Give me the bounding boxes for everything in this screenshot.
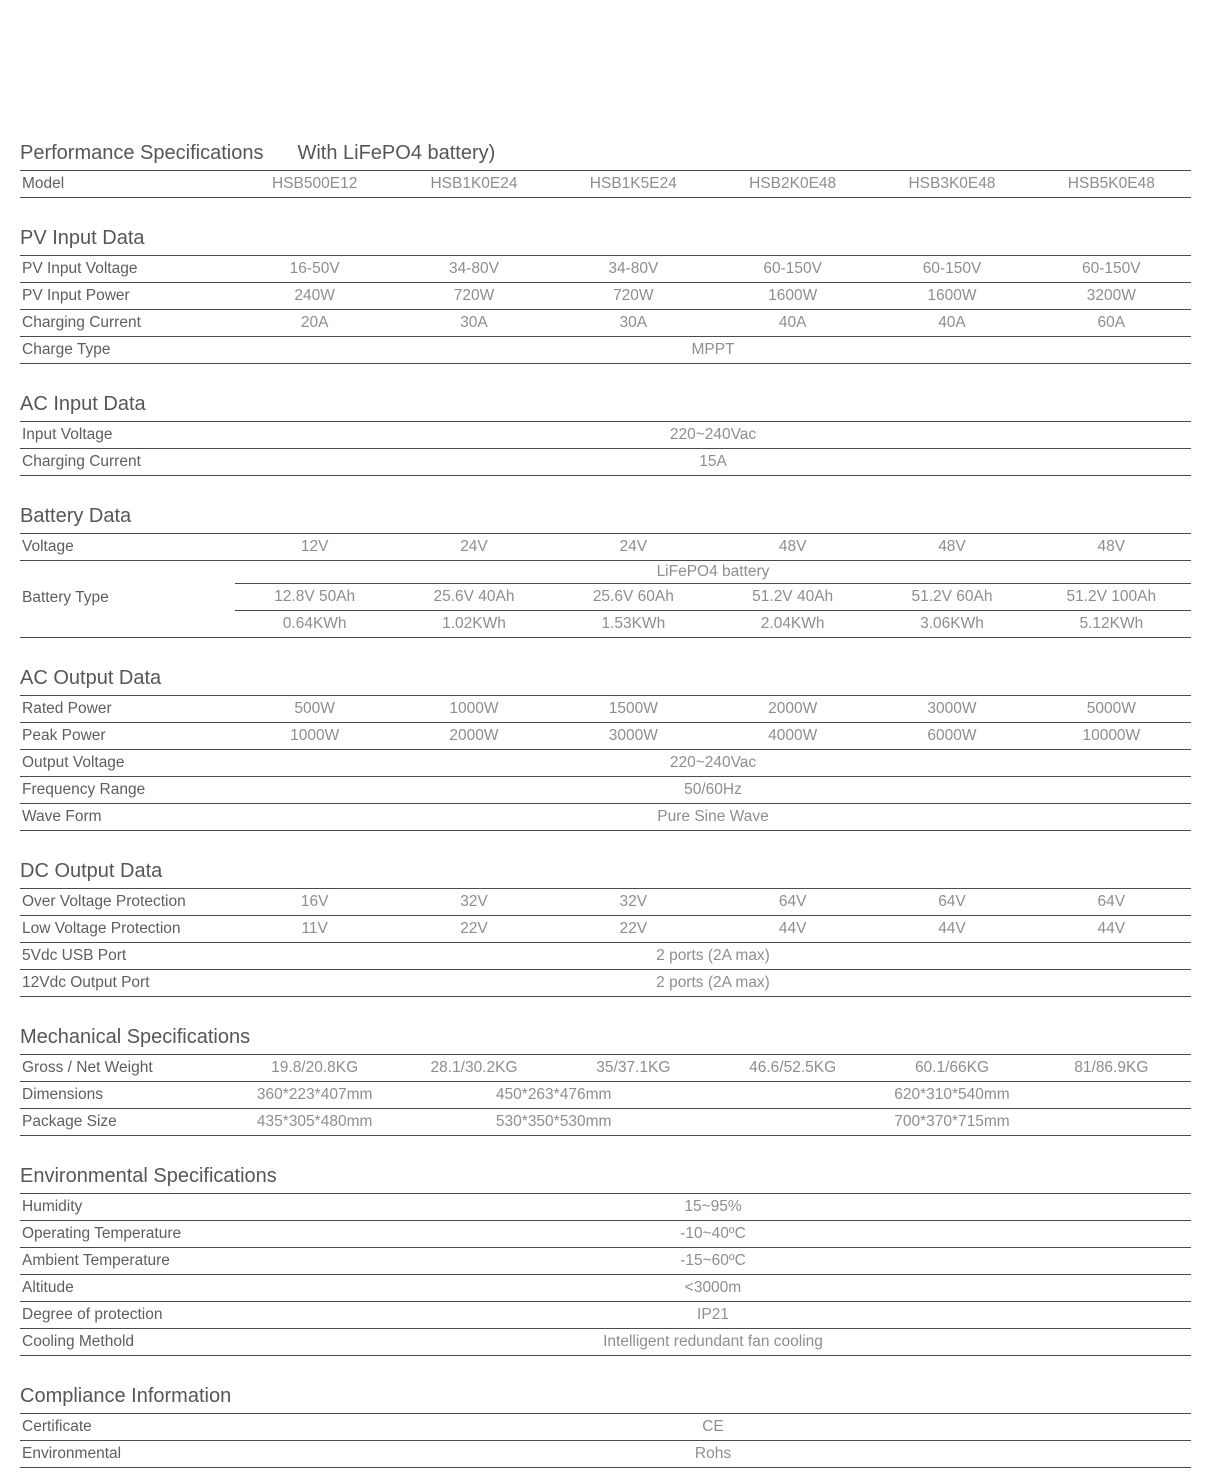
spec-row-degree-of-protection — [20, 1302, 1191, 1329]
row-label: Gross / Net Weight — [22, 1059, 153, 1076]
row-value: 700*370*715mm — [894, 1113, 1010, 1130]
row-label: Output Voltage — [22, 754, 125, 771]
model-name: HSB3K0E48 — [908, 175, 996, 192]
row-value: 2 ports (2A max) — [656, 974, 770, 991]
row-label: Cooling Methold — [22, 1333, 135, 1350]
row-value: 530*350*530mm — [495, 1113, 612, 1130]
row-label: Frequency Range — [22, 781, 146, 798]
model-name: HSB1K0E24 — [430, 175, 518, 192]
row-value: 22V — [460, 920, 488, 937]
battery-chemistry-values — [235, 561, 1191, 584]
row-value: 46.6/52.5KG — [749, 1059, 837, 1076]
row-value: 240W — [294, 287, 335, 304]
row-label: Ambient Temperature — [22, 1252, 170, 1269]
row-value: 16V — [300, 893, 329, 910]
row-value: 34-80V — [449, 260, 499, 277]
row-value: 12.8V 50Ah — [274, 588, 356, 605]
row-label: Rated Power — [22, 700, 112, 717]
row-value: 50/60Hz — [684, 781, 742, 798]
page-title-main: Performance Specifications — [20, 142, 264, 164]
row-value: 1000W — [290, 727, 340, 744]
row-value: 16-50V — [289, 260, 340, 277]
row-value: Pure Sine Wave — [657, 808, 769, 825]
row-label: PV Input Voltage — [22, 260, 138, 277]
spec-row-gross-net-weight — [20, 1055, 1191, 1082]
spec-row-12vdc-port — [20, 970, 1191, 997]
battery-capacity-row — [20, 584, 1191, 611]
row-value: Rohs — [694, 1445, 732, 1462]
row-value: 60.1/66KG — [914, 1059, 990, 1076]
spec-row-rated-power — [20, 696, 1191, 723]
row-value: 35/37.1KG — [596, 1059, 671, 1076]
row-label: Charging Current — [22, 314, 141, 331]
row-value: IP21 — [697, 1306, 729, 1323]
row-value: 12V — [300, 538, 329, 555]
model-name: HSB1K5E24 — [589, 175, 677, 192]
row-value: 44V — [778, 920, 807, 937]
row-label: Humidity — [22, 1198, 83, 1215]
section-heading-dc-output-data: DC Output Data — [20, 860, 1191, 889]
row-value: 220~240Vac — [669, 426, 757, 443]
row-label: 12Vdc Output Port — [22, 974, 150, 991]
section-heading-ac-output-data: AC Output Data — [20, 667, 1191, 696]
row-value: MPPT — [691, 341, 735, 358]
row-value: 1.02KWh — [442, 615, 506, 632]
row-value: -10~40ºC — [680, 1225, 746, 1242]
row-value: 2.04KWh — [760, 615, 825, 632]
row-value: 32V — [460, 893, 488, 910]
spec-table — [20, 142, 1191, 1474]
spec-row-usb-port — [20, 943, 1191, 970]
row-value: 64V — [938, 893, 966, 910]
row-label: Over Voltage Protection — [22, 893, 186, 910]
row-label: 5Vdc USB Port — [22, 947, 127, 964]
row-value: 5000W — [1086, 700, 1136, 717]
row-value: 2000W — [449, 727, 499, 744]
row-value: 360*223*407mm — [256, 1086, 373, 1103]
row-value: 22V — [619, 920, 648, 937]
row-value: 1600W — [768, 287, 818, 304]
spec-row-ac-charging-current — [20, 449, 1191, 476]
row-value: 40A — [938, 314, 966, 331]
row-value: <3000m — [684, 1279, 742, 1296]
row-value: 40A — [778, 314, 807, 331]
row-value: 48V — [1097, 538, 1126, 555]
row-value: 720W — [453, 287, 495, 304]
row-value: 4000W — [768, 727, 818, 744]
row-value: 15~95% — [684, 1198, 742, 1215]
row-value: 2000W — [768, 700, 818, 717]
row-value: 3.06KWh — [920, 615, 984, 632]
page-title — [20, 142, 1191, 171]
row-label: Low Voltage Protection — [22, 920, 181, 937]
row-value: 32V — [619, 893, 648, 910]
row-value: 44V — [1097, 920, 1126, 937]
row-label: Peak Power — [22, 727, 106, 744]
spec-row-pv-input-power — [20, 283, 1191, 310]
row-value: 60A — [1097, 314, 1126, 331]
spec-row-ambient-temperature — [20, 1248, 1191, 1275]
row-value: 2 ports (2A max) — [656, 947, 770, 964]
model-row — [20, 171, 1191, 198]
row-value: 48V — [938, 538, 966, 555]
row-value: 25.6V 60Ah — [592, 588, 674, 605]
row-value: 64V — [778, 893, 807, 910]
row-value: 30A — [460, 314, 488, 331]
row-value: 19.8/20.8KG — [271, 1059, 359, 1076]
row-label: Charge Type — [22, 341, 111, 358]
row-label: PV Input Power — [22, 287, 130, 304]
spec-row-altitude — [20, 1275, 1191, 1302]
row-value: 6000W — [927, 727, 977, 744]
row-label: Certificate — [22, 1418, 92, 1435]
row-value: 51.2V 40Ah — [752, 588, 834, 605]
spec-row-peak-power — [20, 723, 1191, 750]
row-value: 51.2V 100Ah — [1066, 588, 1157, 605]
row-value: 1.53KWh — [601, 615, 666, 632]
row-value: 10000W — [1082, 727, 1141, 744]
row-value: 3000W — [608, 727, 658, 744]
spec-row-output-voltage — [20, 750, 1191, 777]
spec-row-pv-charging-current — [20, 310, 1191, 337]
spec-row-humidity — [20, 1194, 1191, 1221]
section-heading-mechanical-specifications: Mechanical Specifications — [20, 1026, 1191, 1055]
page-title-note: With LiFePO4 battery) — [297, 142, 496, 164]
spec-row-compliance-environmental — [20, 1441, 1191, 1468]
row-value: 81/86.9KG — [1074, 1059, 1149, 1076]
row-value: 25.6V 40Ah — [433, 588, 515, 605]
row-label: Model — [22, 175, 65, 192]
row-value: 500W — [294, 700, 335, 717]
spec-row-cooling-method — [20, 1329, 1191, 1356]
row-value: 30A — [619, 314, 648, 331]
spec-row-operating-temperature — [20, 1221, 1191, 1248]
row-value: 48V — [778, 538, 807, 555]
row-label: Degree of protection — [22, 1306, 163, 1323]
battery-capacity-values — [235, 584, 1191, 611]
row-label: Dimensions — [22, 1086, 103, 1103]
row-value: 34-80V — [608, 260, 659, 277]
row-label: Environmental — [22, 1445, 122, 1462]
spec-row-battery-voltage — [20, 534, 1191, 561]
battery-chemistry-row — [20, 561, 1191, 584]
model-name: HSB5K0E48 — [1067, 175, 1155, 192]
row-value: 60-150V — [1082, 260, 1141, 277]
spec-row-over-voltage-protection — [20, 889, 1191, 916]
section-heading-environmental-specifications: Environmental Specifications — [20, 1165, 1191, 1194]
row-value: 0.64KWh — [282, 615, 347, 632]
row-value: 20A — [300, 314, 329, 331]
row-value: -15~60ºC — [680, 1252, 746, 1269]
section-heading-pv-input-data: PV Input Data — [20, 227, 1191, 256]
spec-row-charge-type — [20, 337, 1191, 364]
row-value: 450*263*476mm — [495, 1086, 612, 1103]
spec-row-low-voltage-protection — [20, 916, 1191, 943]
spec-row-frequency-range — [20, 777, 1191, 804]
row-label: Charging Current — [22, 453, 141, 470]
spec-row-pv-input-voltage — [20, 256, 1191, 283]
row-value: 24V — [619, 538, 648, 555]
row-value: 64V — [1097, 893, 1126, 910]
row-value: 220~240Vac — [669, 754, 757, 771]
row-value: 1000W — [449, 700, 499, 717]
row-value: 620*310*540mm — [894, 1086, 1010, 1103]
row-value: CE — [702, 1418, 724, 1435]
row-value: 5.12KWh — [1079, 615, 1144, 632]
row-label: Voltage — [22, 538, 74, 555]
row-label: Battery Type — [22, 588, 109, 606]
row-label: Package Size — [22, 1113, 117, 1130]
row-value: LiFePO4 battery — [656, 563, 770, 580]
row-value: 3000W — [927, 700, 977, 717]
row-value: 15A — [699, 453, 727, 470]
spec-row-package-size — [20, 1109, 1191, 1136]
row-value: 11V — [301, 920, 328, 937]
row-value: 3200W — [1086, 287, 1136, 304]
row-label: Input Voltage — [22, 426, 113, 443]
row-value: 60-150V — [763, 260, 822, 277]
model-name: HSB500E12 — [272, 175, 358, 192]
spec-row-certificate — [20, 1414, 1191, 1441]
row-value: 435*305*480mm — [256, 1113, 373, 1130]
section-heading-compliance-information: Compliance Information — [20, 1385, 1191, 1414]
row-value: 24V — [460, 538, 488, 555]
row-label: Altitude — [22, 1279, 74, 1296]
row-label: Wave Form — [22, 808, 102, 825]
row-value: 60-150V — [922, 260, 982, 277]
row-value: 720W — [613, 287, 654, 304]
row-value: 51.2V 60Ah — [911, 588, 993, 605]
section-heading-ac-input-data: AC Input Data — [20, 393, 1191, 422]
spec-row-wave-form — [20, 804, 1191, 831]
row-value: 1500W — [608, 700, 658, 717]
spec-row-input-voltage — [20, 422, 1191, 449]
model-name: HSB2K0E48 — [749, 175, 837, 192]
row-value: 28.1/30.2KG — [430, 1059, 518, 1076]
row-label: Operating Temperature — [22, 1225, 182, 1242]
spec-row-dimensions — [20, 1082, 1191, 1109]
row-value: Intelligent redundant fan cooling — [603, 1333, 823, 1350]
section-heading-battery-data: Battery Data — [20, 505, 1191, 534]
battery-energy-row — [20, 611, 1191, 638]
row-value: 1600W — [927, 287, 977, 304]
row-value: 44V — [938, 920, 966, 937]
